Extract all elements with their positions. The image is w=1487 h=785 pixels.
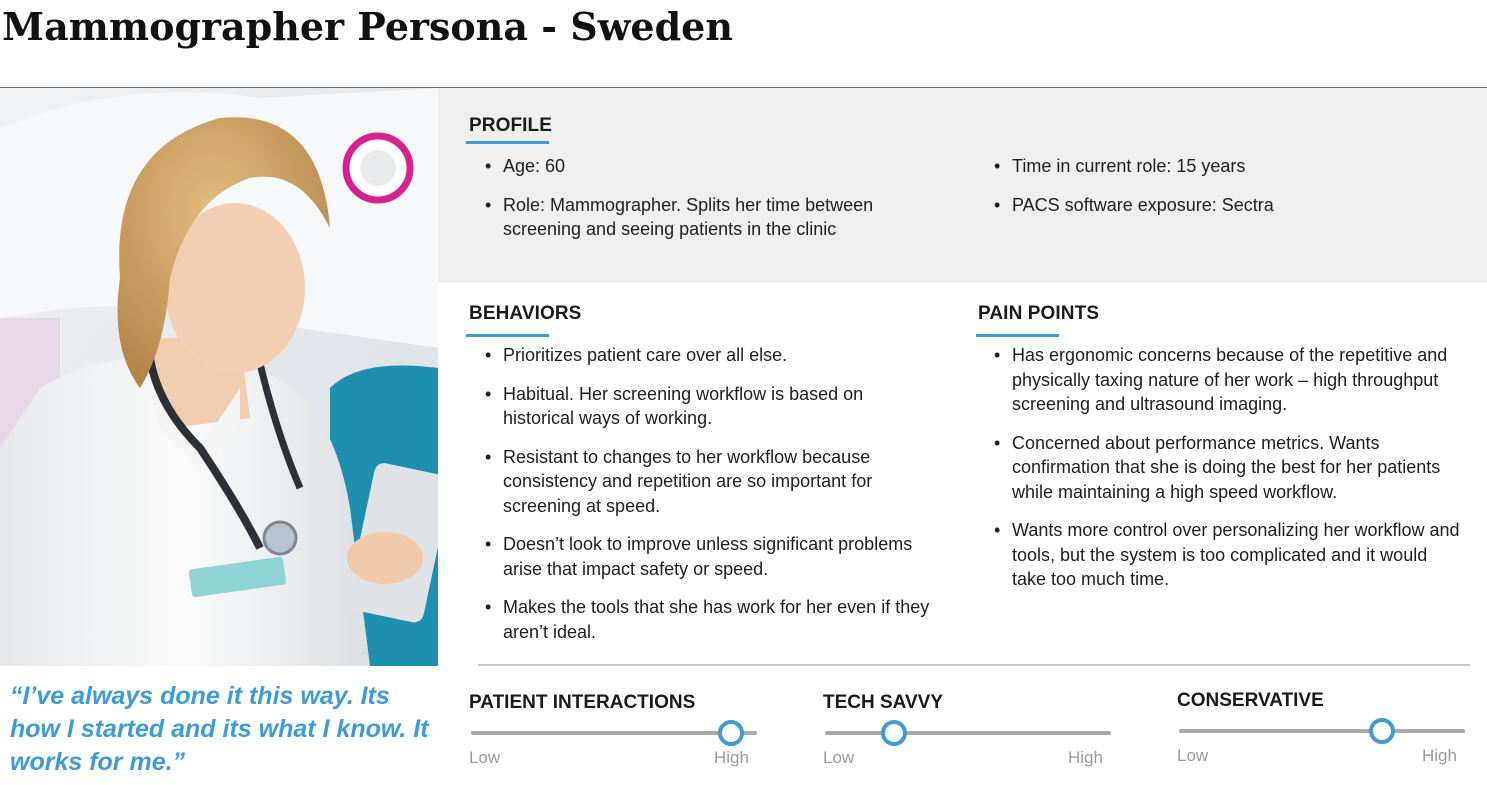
behaviors-underline [466,334,549,337]
list-item: • Wants more control over personalizing her workflow and tools, but the system is too complicated and it would take too much time. [978,518,1462,592]
behaviors-list [469,343,939,644]
profile-list-left [469,154,939,242]
pain-points-underline [976,334,1059,337]
profile-item-time-in-role: • Time in current role: 15 years [978,154,1458,179]
list-item: • Resistant to changes to her workflow because consistency and repetition are so important for screening at speed. [469,445,939,519]
slider-title-conservative: CONSERVATIVE [1177,690,1324,711]
pain-points-heading: PAIN POINTS [978,303,1100,324]
section-divider [478,664,1470,666]
list-item: • Has ergonomic concerns because of the repetitive and physically taxing nature of her work – high throughput screening and ultrasound imaging. [978,343,1462,417]
profile-heading: PROFILE [469,115,553,136]
pain-points-list [978,343,1462,592]
slider-track-patient-interactions [471,731,757,735]
list-item: • Doesn’t look to improve unless significant problems arise that impact safety or speed. [469,532,939,581]
profile-item-role: • Role: Mammographer. Splits her time between screening and seeing patients in the clinic [469,193,939,242]
list-item: • Concerned about performance metrics. Wants confirmation that she is doing the best for her patients while maintaining a high speed workflow. [978,431,1462,505]
slider-knob-tech-savvy [881,720,907,746]
slider-high-label: High [714,748,749,767]
slider-title-tech-savvy: TECH SAVVY [823,692,944,713]
list-item: • Habitual. Her screening workflow is based on historical ways of working. [469,382,939,431]
slider-low-label: Low [823,748,855,767]
behaviors-heading: BEHAVIORS [469,303,582,324]
slider-knob-patient-interactions [718,720,744,746]
slider-title-patient-interactions: PATIENT INTERACTIONS [469,692,696,713]
profile-item-age: • Age: 60 [469,154,939,179]
slider-track-tech-savvy [825,731,1111,735]
slider-knob-conservative [1369,718,1395,744]
persona-quote: “I’ve always done it this way. Its how I started and its what I know. It works for me.” [10,682,429,776]
slider-low-label: Low [1177,746,1209,765]
slider-high-label: High [1422,746,1457,765]
profile-item-pacs-exposure: • PACS software exposure: Sectra [978,193,1458,218]
profile-underline [466,141,549,144]
slider-high-label: High [1068,748,1103,767]
page-title: Mammographer Persona - Sweden [2,4,733,49]
profile-list-right [978,154,1458,217]
slider-low-label: Low [469,748,501,767]
list-item: • Prioritizes patient care over all else. [469,343,939,368]
persona-photo [0,88,438,666]
slider-track-conservative [1179,729,1465,733]
list-item: • Makes the tools that she has work for her even if they aren’t ideal. [469,595,939,644]
